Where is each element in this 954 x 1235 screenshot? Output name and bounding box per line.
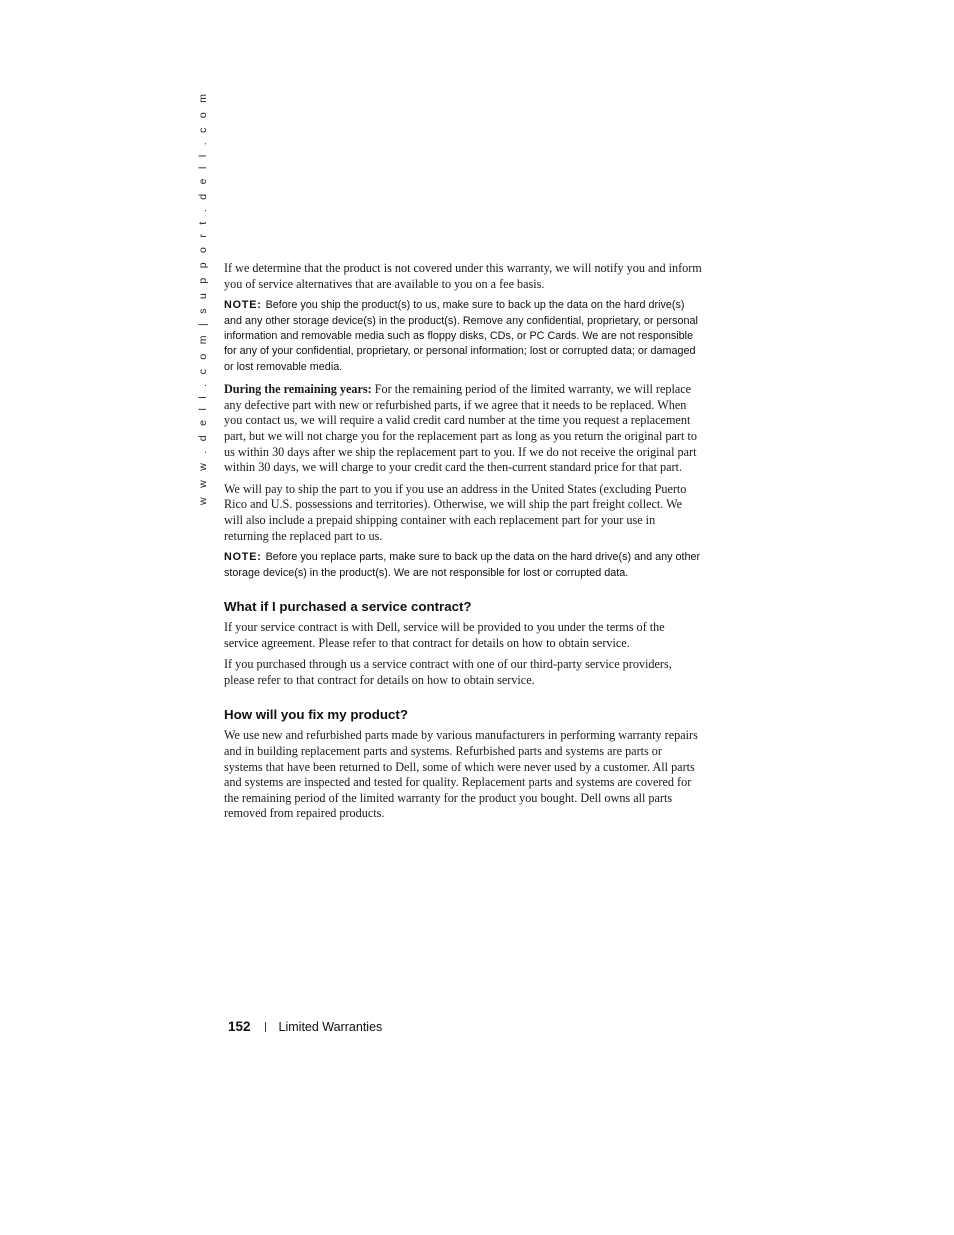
footer-divider xyxy=(265,1022,266,1032)
page-content xyxy=(224,261,702,828)
note-text: Before you replace parts, make sure to back up the data on the hard drive(s) and any other storage device(s) in the product(s). We are not responsible for lost or corrupted data. xyxy=(224,551,701,579)
note-text: Before you ship the product(s) to us, make sure to back up the data on the hard drive(s) and any other storage device(s) in the product(s). Remove any confidential, proprietary, or personal information and removable media such as floppy disks, CDs, or PC Cards. We are not responsible for any of your confidential, proprietary, or personal information; lost or corrupted data; or damaged or lost removable media. xyxy=(224,299,698,373)
fix-product-paragraph: We use new and refurbished parts made by various manufacturers in performing warranty repairs and in building replacement parts and systems. Refurbished parts and systems are parts or systems that have been returned to Dell, some of which were never used by a customer. All parts and systems are inspected and tested for quality. Replacement parts and systems are covered for the remaining period of the limited warranty for the product you bought. Dell owns all parts removed from repaired products. xyxy=(224,728,698,821)
margin-url: w w w . d e l l . c o m | s u p p o r t . d e l l . c o m xyxy=(197,90,209,505)
remaining-years-text: For the remaining period of the limited warranty, we will replace any defective part with new or refurbished parts, if we agree that it needs to be replaced. When you contact us, we will require a valid credit card number at the time you request a replacement part, but we will not charge you for the replacement part as long as you return the original part to us within 30 days after we ship the replacement part to you. If we do not receive the original part within 30 days, we will charge to your credit card the then-current standard price for that part. xyxy=(224,382,697,475)
fix-product-heading: How will you fix my product? xyxy=(224,707,408,723)
remaining-years-lead: During the remaining years: xyxy=(224,382,372,397)
note-label: NOTE: xyxy=(224,551,262,564)
note-label: NOTE: xyxy=(224,299,262,312)
page-footer xyxy=(228,1018,382,1036)
remaining-years-paragraph xyxy=(224,382,702,476)
service-contract-heading: What if I purchased a service contract? xyxy=(224,598,472,614)
service-contract-paragraph-2: If you purchased through us a service contract with one of our third-party service providers, please refer to that contract for details on how to obtain service. xyxy=(224,657,672,687)
note-replace-parts xyxy=(224,550,702,581)
shipping-paragraph: We will pay to ship the part to you if you use an address in the United States (excluding Puerto Rico and U.S. possessions and territories). Otherwise, we will ship the part freight collect. We will also include a prepaid shipping container with each replacement part for your use in returning the replaced part to us. xyxy=(224,481,687,543)
page-number: 152 xyxy=(228,1019,251,1034)
service-contract-paragraph-1: If your service contract is with Dell, service will be provided to you under the terms of the service agreement. Please refer to that contract for details on how to obtain service. xyxy=(224,619,665,650)
intro-paragraph: If we determine that the product is not covered under this warranty, we will notify you and inform you of service alternatives that are available to you on a fee basis. xyxy=(224,261,702,291)
footer-title: Limited Warranties xyxy=(278,1020,383,1034)
note-backup-data xyxy=(224,298,702,375)
